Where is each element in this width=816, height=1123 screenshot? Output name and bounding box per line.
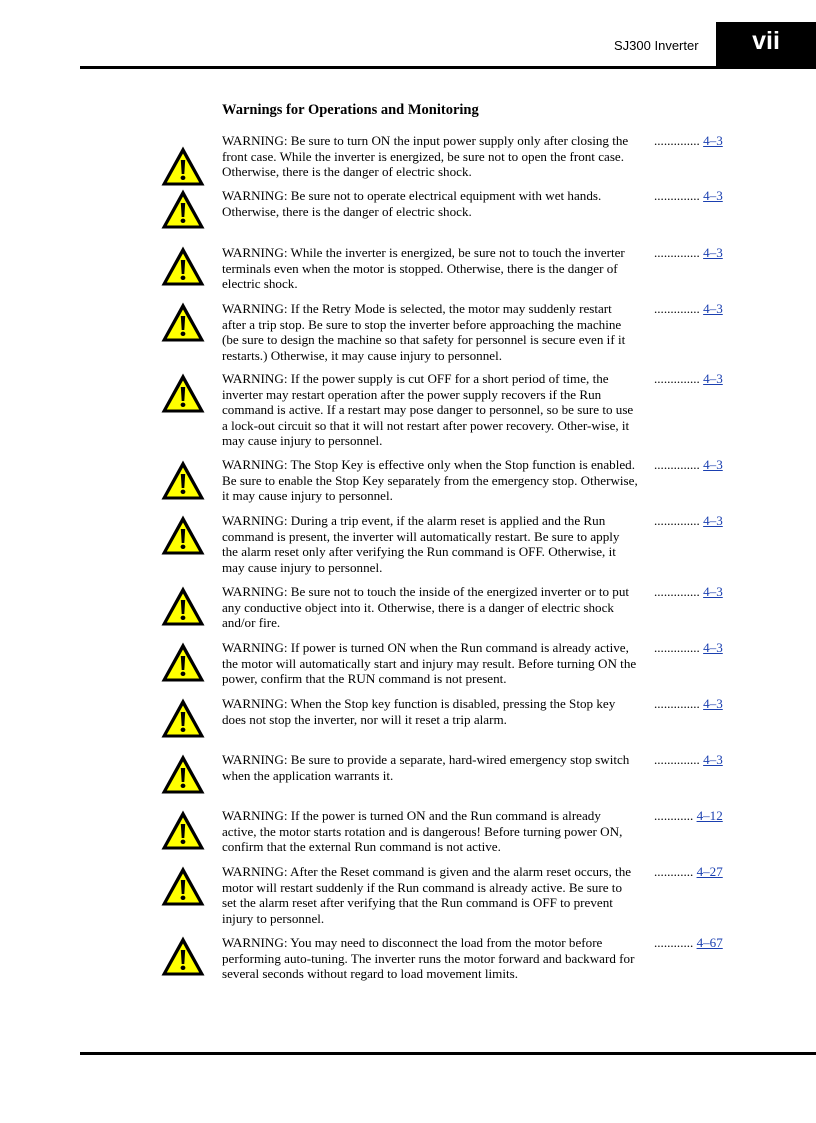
warning-triangle-icon (160, 753, 206, 795)
page-reference (654, 188, 734, 204)
page-reference (654, 640, 734, 656)
page-number-tab (716, 22, 816, 68)
page-reference-link[interactable]: 4–3 (703, 245, 723, 260)
warning-text: WARNING: Be sure not to touch the inside of the energized inverter or to put any conductive object into it. Otherwise, there is a danger of electric shock and/or fire. (222, 584, 630, 630)
leader-dots: .............. (654, 457, 700, 472)
leader-dots: .............. (654, 188, 700, 203)
warning-triangle-icon (160, 301, 206, 343)
leader-dots: .............. (654, 752, 700, 767)
warning-text: WARNING: When the Stop key function is disabled, pressing the Stop key does not stop the inverter, nor will it reset a trip alarm. (222, 696, 616, 727)
page-reference-link[interactable]: 4–3 (703, 188, 723, 203)
footer-rule (80, 1052, 816, 1055)
leader-dots: .............. (654, 245, 700, 260)
leader-dots: ............ (654, 808, 694, 823)
page-reference (654, 584, 734, 600)
page-reference (654, 457, 734, 473)
page-reference-link[interactable]: 4–3 (703, 371, 723, 386)
leader-dots: .............. (654, 640, 700, 655)
warning-text: WARNING: After the Reset command is given and the alarm reset occurs, the motor will restart suddenly if the Run command is already active. Be sure to set the alarm reset after verifying that the Run command is OFF to prevent injury to personnel. (222, 864, 632, 926)
warning-text: WARNING: Be sure to turn ON the input power supply only after closing the front case. While the inverter is energized, be sure not to open the front case. Otherwise, there is the danger of electric shock. (222, 133, 629, 179)
page-reference-link[interactable]: 4–3 (703, 752, 723, 767)
warning-text: WARNING: You may need to disconnect the load from the motor before performing auto-tuning. The inverter runs the motor forward and backward for several seconds without regard to load movement limits. (222, 935, 635, 981)
page-number: vii (752, 26, 780, 55)
warning-triangle-icon (160, 188, 206, 230)
warning-triangle-icon (160, 459, 206, 501)
page-reference-link[interactable]: 4–27 (696, 864, 723, 879)
page-reference-link[interactable]: 4–12 (696, 808, 723, 823)
page-reference (654, 935, 734, 951)
warning-triangle-icon (160, 935, 206, 977)
page-reference (654, 696, 734, 712)
warning-text: WARNING: If power is turned ON when the Run command is already active, the motor will automatically start and injury may result. Before turning ON the power, confirm that the RUN command is not present. (222, 640, 637, 686)
warning-text: WARNING: Be sure to provide a separate, hard-wired emergency stop switch when the application warrants it. (222, 752, 630, 783)
section-title: Warnings for Operations and Monitoring (222, 102, 479, 118)
warning-text: WARNING: While the inverter is energized, be sure not to touch the inverter terminals even when the motor is stopped. Otherwise, there is the danger of electric shock. (222, 245, 625, 291)
leader-dots: .............. (654, 696, 700, 711)
page-reference (654, 752, 734, 768)
page-reference-link[interactable]: 4–3 (703, 584, 723, 599)
page-reference-link[interactable]: 4–3 (703, 133, 723, 148)
page-reference-link[interactable]: 4–3 (703, 301, 723, 316)
leader-dots: .............. (654, 133, 700, 148)
leader-dots: .............. (654, 584, 700, 599)
page-reference-link[interactable]: 4–67 (696, 935, 723, 950)
warning-triangle-icon (160, 145, 206, 187)
running-header-title: SJ300 Inverter (614, 38, 699, 53)
warning-triangle-icon (160, 697, 206, 739)
warning-triangle-icon (160, 245, 206, 287)
leader-dots: ............ (654, 864, 694, 879)
warning-triangle-icon (160, 585, 206, 627)
warning-triangle-icon (160, 865, 206, 907)
warning-text: WARNING: The Stop Key is effective only when the Stop function is enabled. Be sure to enable the Stop Key separately from the emergency stop. Otherwise, it may cause injury to personnel. (222, 457, 638, 503)
warning-triangle-icon (160, 641, 206, 683)
warning-triangle-icon (160, 372, 206, 414)
header-rule (80, 66, 816, 69)
page-reference (654, 808, 734, 824)
page-reference-link[interactable]: 4–3 (703, 513, 723, 528)
leader-dots: .............. (654, 301, 700, 316)
leader-dots: ............ (654, 935, 694, 950)
leader-dots: .............. (654, 513, 700, 528)
page-reference-link[interactable]: 4–3 (703, 696, 723, 711)
page-reference-link[interactable]: 4–3 (703, 640, 723, 655)
warning-triangle-icon (160, 809, 206, 851)
page-reference-link[interactable]: 4–3 (703, 457, 723, 472)
warning-text: WARNING: If the Retry Mode is selected, the motor may suddenly restart after a trip stop. Be sure to stop the inverter before approaching the machine (be sure to design the machine so that safety for personnel is secure even if it restarts.) Otherwise, it may cause injury to personnel. (222, 301, 626, 363)
warning-text: WARNING: Be sure not to operate electrical equipment with wet hands. Otherwise, there is the danger of electric shock. (222, 188, 602, 219)
page-reference (654, 133, 734, 149)
warning-text: WARNING: During a trip event, if the alarm reset is applied and the Run command is present, the inverter will automatically restart. Be sure to apply the alarm reset only after verifying the Run command is OFF. Otherwise, it may cause injury to personnel. (222, 513, 620, 575)
page-reference (654, 371, 734, 387)
warning-text: WARNING: If the power supply is cut OFF for a short period of time, the inverter may restart operation after the power supply recovers if the Run command is active. If a restart may pose danger to personnel, so be sure to use a lock-out circuit so that it will not restart after power recovery. Other-wise, it may cause injury to personnel. (222, 371, 634, 448)
leader-dots: .............. (654, 371, 700, 386)
warning-text: WARNING: If the power is turned ON and the Run command is already active, the motor starts rotation and is dangerous! Before turning power ON, confirm that the external Run command is not active. (222, 808, 623, 854)
page-reference (654, 513, 734, 529)
page-reference (654, 301, 734, 317)
warning-triangle-icon (160, 514, 206, 556)
page-reference (654, 864, 734, 880)
page-reference (654, 245, 734, 261)
